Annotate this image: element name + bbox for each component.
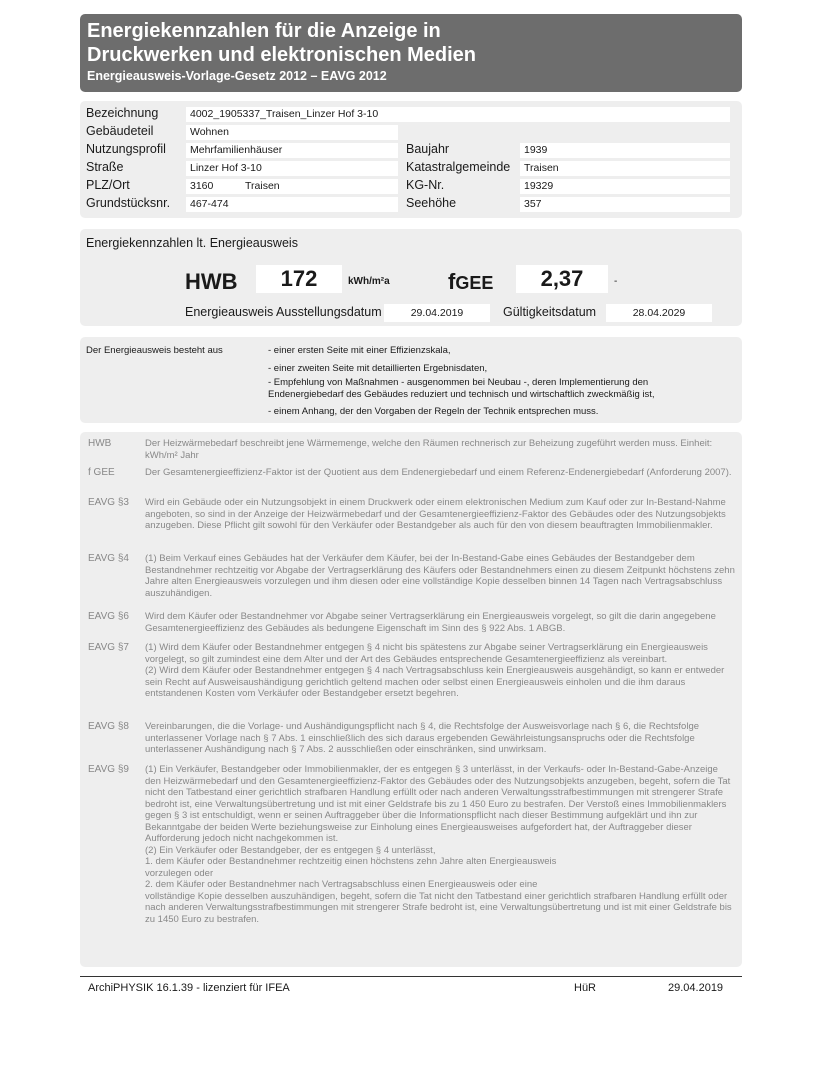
definition-key: EAVG §3	[88, 497, 129, 508]
consists-label: Der Energieausweis besteht aus	[86, 345, 223, 356]
grundstuecksnr-value: 467-474	[186, 197, 398, 212]
hwb-unit: kWh/m²a	[348, 276, 390, 287]
seehoehe-value: 357	[520, 197, 730, 212]
definition-text: Der Gesamtenergieeffizienz-Faktor ist der Quotient aus dem Endenergiebedarf und einem Referenz-Endenergiebedarf (Anforderung 2007).	[145, 467, 732, 478]
definition-text: Der Heizwärmebedarf beschreibt jene Wärmemenge, welche den Räumen rechnerisch zur Beheizung zugeführt werden muss. Einheit: kWh/m² Jahr	[145, 438, 713, 461]
katastralgemeinde-value: Traisen	[520, 161, 730, 176]
bezeichnung-label: Bezeichnung	[86, 106, 159, 120]
fgee-value: 2,37	[516, 265, 608, 293]
definition-key: EAVG §4	[88, 553, 129, 564]
footer-divider	[80, 976, 742, 977]
fgee-label-f: f	[448, 269, 456, 294]
kgnr-label: KG-Nr.	[406, 178, 445, 192]
gebaeudeteil-label: Gebäudeteil	[86, 124, 154, 138]
plz-ort-value	[186, 179, 398, 194]
strasse-value: Linzer Hof 3-10	[186, 161, 398, 176]
definition-key: f GEE	[88, 467, 115, 478]
plz-ort-label: PLZ/Ort	[86, 178, 130, 192]
kennzahlen-title: Energiekennzahlen lt. Energieausweis	[86, 236, 298, 250]
definition-key: EAVG §7	[88, 642, 129, 653]
gueltigkeitsdatum-label: Gültigkeitsdatum	[503, 305, 597, 319]
strasse-label: Straße	[86, 160, 124, 174]
footer-date: 29.04.2019	[668, 982, 724, 994]
consists-item-2: - einer zweiten Seite mit detaillierten Ergebnisdaten,	[268, 363, 488, 374]
definition-key: EAVG §9	[88, 764, 129, 775]
nutzungsprofil-label: Nutzungsprofil	[86, 142, 166, 156]
definition-text: Wird ein Gebäude oder ein Nutzungsobjekt in einem Druckwerk oder einem elektronischen Medium zum Kauf oder zur In-Bestand-Nahme angeboten, so sind in der Anzeige der Heizwärmebedarf und der Gesamtenergieeffizienz-Faktor des Gebäudes oder des Nutzungsobjekts anzugeben. Diese Pflicht gilt sowohl für den Verkäufer oder Bestandgeber als auch für den von diesem beauftragten Immobilienmakler.	[145, 497, 726, 531]
kgnr-value: 19329	[520, 179, 730, 194]
fgee-label	[448, 269, 493, 295]
fgee-label-subscript: GEE	[455, 273, 494, 293]
hwb-value: 172	[256, 265, 342, 293]
definition-text: Wird dem Käufer oder Bestandnehmer vor Abgabe seiner Vertragserklärung ein Energieausweis vorgelegt, so gilt die darin angegebene Gesamtenergieeffizienz des Gebäudes als bedungene Eigenschaft im Sinn des § 922 Abs. 1 ABGB.	[145, 611, 716, 634]
document-subtitle: Energieausweis-Vorlage-Gesetz 2012 – EAVG 2012	[87, 69, 387, 83]
plz-value: 3160	[190, 180, 214, 192]
definition-text: (1) Ein Verkäufer, Bestandgeber oder Immobilienmakler, der es entgegen § 3 unterlässt, in der Verkaufs- oder In-Bestand-Gabe-Anzeige den Heizwärmebedarf und den Gesamtenergieeffizienz-Faktor des Gebäudes oder des Nutzungsobjekts anzugeben, begeht, sofern die Tat nicht den Tatbestand einer gerichtlich strafbaren Handlung erfüllt oder nach anderen Verwaltungsstrafbestimmungen mit strengerer Strafe bedroht ist, eine Verwaltungsübertretung und ist mit einer Geldstrafe bis zu 1 450 Euro zu bestrafen. Der Verstoß eines Immobilienmaklers gegen § 3 ist entschuldigt, wenn er seinen Auftraggeber über die Informationspflicht nach dieser Bestimmung aufgeklärt und ihn zur Bekanntgabe der beiden Werte beziehungsweise zur Einholung eines Energieausweises aufgefordert hat, der Auftraggeber dieser Aufforderung jedoch nicht nachgekommen ist. (2) Ein Verkäufer oder Bestandgeber, der es entgegen § 4 unterlässt, 1. dem Käufer oder Bestandnehmer rechtzeitig einen höchstens zehn Jahre alten Energieausweis vorzulegen oder 2. dem Käufer oder Bestandnehmer nach Vertragsabschluss einen Energieausweis oder eine vollständige Kopie desselben auszuhändigen, begeht, sofern die Tat nicht den Tatbestand einer gerichtlich strafbaren Handlung erfüllt oder nach anderen Verwaltungsstrafbestimmungen mit strengerer Strafe bedroht ist, eine Verwaltungsübertretung und ist mit einer Geldstrafe bis zu 1450 Euro zu bestrafen.	[145, 764, 732, 925]
ausstellungsdatum-value: 29.04.2019	[384, 304, 490, 322]
ausstellungsdatum-label: Energieausweis Ausstellungsdatum	[185, 305, 382, 319]
katastralgemeinde-label: Katastralgemeinde	[406, 160, 511, 174]
grundstuecksnr-label: Grundstücksnr.	[86, 196, 171, 210]
ort-value: Traisen	[245, 180, 280, 192]
baujahr-value: 1939	[520, 143, 730, 158]
bezeichnung-value: 4002_1905337_Traisen_Linzer Hof 3-10	[186, 107, 730, 122]
fgee-unit: -	[614, 276, 618, 287]
footer-author: HüR	[574, 982, 597, 994]
document-title-line1: Energiekennzahlen für die Anzeige in	[87, 20, 441, 42]
definition-key: EAVG §8	[88, 721, 129, 732]
consists-item-3: - Empfehlung von Maßnahmen - ausgenommen bei Neubau -, deren Implementierung den Endenergiebedarf des Gebäudes reduziert und technisch und wirtschaftlich zweckmäßig ist,	[268, 377, 655, 400]
document-title-line2: Druckwerken und elektronischen Medien	[87, 44, 476, 66]
seehoehe-label: Seehöhe	[406, 196, 457, 210]
nutzungsprofil-value: Mehrfamilienhäuser	[186, 143, 398, 158]
consists-item-4: - einem Anhang, der den Vorgaben der Regeln der Technik entsprechen muss.	[268, 406, 599, 417]
document-header	[80, 14, 742, 92]
gueltigkeitsdatum-value: 28.04.2029	[606, 304, 712, 322]
definition-text: (1) Beim Verkauf eines Gebäudes hat der Verkäufer dem Käufer, bei der In-Bestand-Gabe eines Gebäudes der Bestandgeber dem Bestandnehmer rechtzeitig vor Abgabe der Vertragserklärung des Käufers oder Bestandnehmers einen zu diesem Zeitpunkt höchstens zehn Jahre alten Energieausweis vorzulegen und ihm diesen oder eine vollständige Kopie desselben binnen 14 Tagen nach Vertragsabschluss auszuhändigen.	[145, 553, 735, 599]
hwb-label: HWB	[185, 269, 238, 294]
definition-text: (1) Wird dem Käufer oder Bestandnehmer entgegen § 4 nicht bis spätestens zur Abgabe seiner Vertragserklärung ein Energieausweis vorgelegt, so gilt zumindest eine dem Alter und der Art des Gebäudes entsprechende Gesamtenergieeffizienz als vereinbart. (2) Wird dem Käufer oder Bestandnehmer entgegen § 4 nach Vertragsabschluss kein Energieausweis ausgehändigt, so kann er entweder sein Recht auf Ausweisaushändigung gerichtlich geltend machen oder selbst einen Energieausweis einholen und die ihm daraus entstandenen Kosten vom Verkäufer oder Bestandgeber ersetzt begehren.	[145, 642, 725, 699]
gebaeudeteil-value: Wohnen	[186, 125, 398, 140]
definition-text: Vereinbarungen, die die Vorlage- und Aushändigungspflicht nach § 4, die Rechtsfolge der Ausweisvorlage nach § 6, die Rechtsfolge unterlassener Vorlage nach § 7 Abs. 1 einschließlich des sich daraus ergebenden Gewährleistungsanspruchs oder die Rechtsfolge unterlassener Aushändigung nach § 7 Abs. 2 ausschließen oder einschränken, sind unwirksam.	[145, 721, 700, 755]
baujahr-label: Baujahr	[406, 142, 450, 156]
definition-key: EAVG §6	[88, 611, 129, 622]
definition-key: HWB	[88, 438, 112, 449]
consists-item-1: - einer ersten Seite mit einer Effizienzskala,	[268, 345, 451, 356]
footer-software: ArchiPHYSIK 16.1.39 - lizenziert für IFEA	[88, 982, 290, 994]
